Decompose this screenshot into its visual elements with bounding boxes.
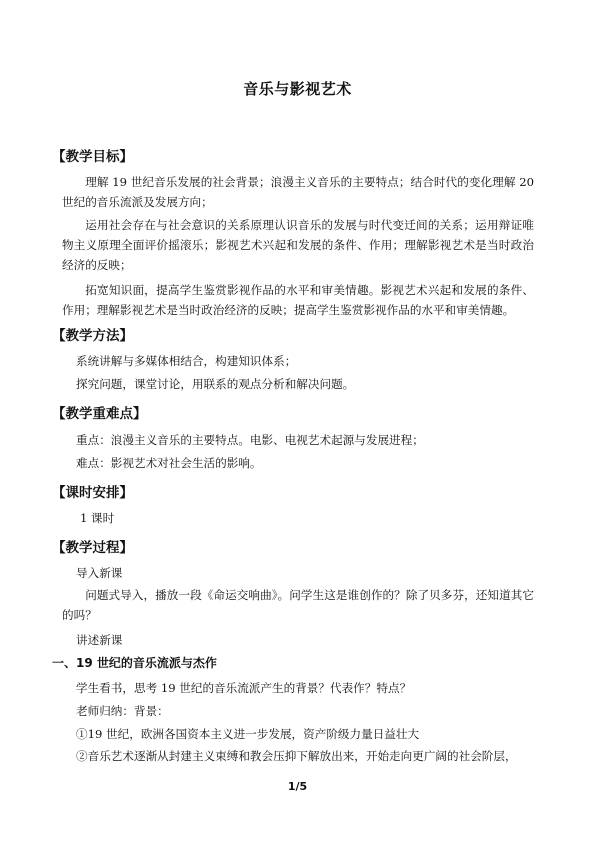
schedule-heading: 【课时安排】 xyxy=(52,485,133,501)
process-heading: 【教学过程】 xyxy=(52,540,133,556)
page-number: 1/5 xyxy=(287,780,308,793)
schedule-line-1: 1 课时 xyxy=(80,511,115,525)
process-line-5: ①19 世纪，欧洲各国资本主义进一步发展，资产阶级力量日益壮大 xyxy=(76,727,420,741)
process-line-1: 导入新课 xyxy=(76,566,123,580)
goals-paragraph-3: 拓宽知识面，提高学生鉴赏影视作品的水平和审美情趣。影视艺术兴起和发展的条件、作用；理解影视艺术是当时政治经济的反映；提高学生鉴赏影视作品的水平和审美情趣。 xyxy=(62,283,534,317)
methods-heading: 【教学方法】 xyxy=(52,328,133,344)
section-title-1: 一、19 世纪的音乐流派与杰作 xyxy=(52,656,217,670)
process-paragraph-1: 问题式导入，播放一段《命运交响曲》。问学生这是谁创作的？除了贝多芬，还知道其它的吗？ xyxy=(62,588,534,622)
process-line-3: 学生看书，思考 19 世纪的音乐流派产生的背景？代表作？特点？ xyxy=(76,681,412,695)
goals-heading: 【教学目标】 xyxy=(52,149,133,165)
keypoints-line-1: 重点：浪漫主义音乐的主要特点。电影、电视艺术起源与发展进程； xyxy=(76,433,424,447)
document-title: 音乐与影视艺术 xyxy=(243,80,352,98)
methods-line-1: 系统讲解与多媒体相结合，构建知识体系； xyxy=(76,354,297,368)
keypoints-heading: 【教学重难点】 xyxy=(52,406,147,422)
process-line-2: 讲述新课 xyxy=(76,633,123,647)
process-line-6: ②音乐艺术逐渐从封建主义束缚和教会压抑下解放出来，开始走向更广阔的社会阶层， xyxy=(76,749,517,763)
process-line-4: 老师归纳：背景： xyxy=(76,704,169,718)
goals-paragraph-1: 理解 19 世纪音乐发展的社会背景；浪漫主义音乐的主要特点；结合时代的变化理解 20 世纪的音乐流派及发展方向； xyxy=(62,175,534,209)
methods-line-2: 探究问题，课堂讨论，用联系的观点分析和解决问题。 xyxy=(76,377,355,391)
goals-paragraph-2: 运用社会存在与社会意识的关系原理认识音乐的发展与时代变迁间的关系；运用辩证唯物主义原理全面评价摇滚乐；影视艺术兴起和发展的条件、作用；理解影视艺术是当时政治经济的反映； xyxy=(62,218,534,272)
keypoints-line-2: 难点：影视艺术对社会生活的影响。 xyxy=(76,456,262,470)
